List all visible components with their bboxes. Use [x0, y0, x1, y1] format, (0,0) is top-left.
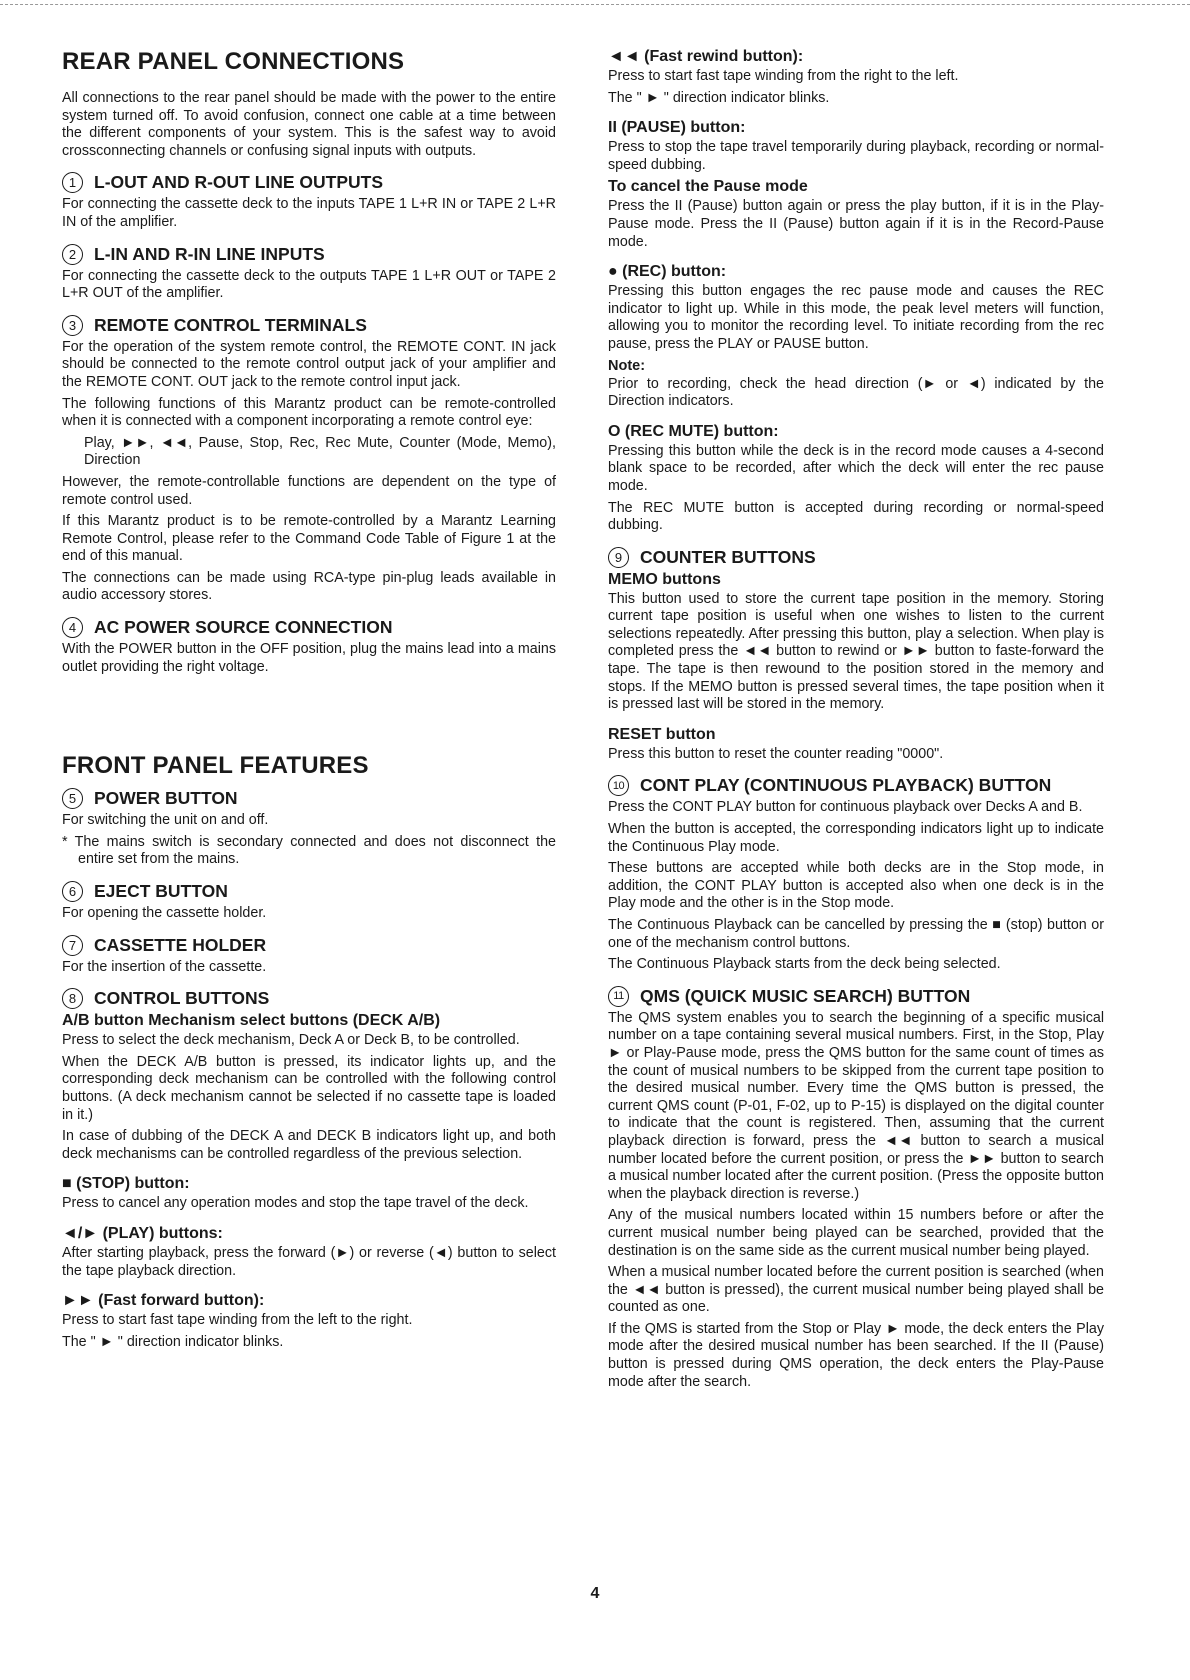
- rec-mute-heading: O (REC MUTE) button:: [608, 422, 779, 440]
- ab-button-para: Press to select the deck mechanism, Deck A or Deck B, to be controlled.: [62, 1032, 520, 1049]
- section-10-title: CONT PLAY (CONTINUOUS PLAYBACK) BUTTON: [640, 775, 1052, 796]
- rec-mute-section: [608, 423, 1104, 535]
- top-border: [0, 4, 1190, 5]
- stop-button-heading: ■ (STOP) button:: [62, 1175, 190, 1193]
- section-11-title: QMS (QUICK MUSIC SEARCH) BUTTON: [640, 985, 971, 1006]
- section-2-title: L-IN AND R-IN LINE INPUTS: [94, 243, 325, 264]
- section-8: [62, 988, 556, 1163]
- section-11-para: If the QMS is started from the Stop or Play ► mode, the deck enters the Play mode after the desired musical number has been searched. If the II (Pause) button is pressed during QMS operation, the deck enters the Play-Pause mode after the search.: [608, 1320, 1104, 1390]
- section-1: [62, 172, 556, 231]
- play-button-text: After starting playback, press the forward (►) or reverse (◄) button to select the tape playback direction.: [62, 1244, 556, 1279]
- front-panel-heading: FRONT PANEL FEATURES: [62, 752, 369, 780]
- note-heading: Note:: [608, 357, 646, 374]
- section-7-title: CASSETTE HOLDER: [94, 934, 267, 955]
- stop-button-section: [62, 1175, 556, 1213]
- section-8-title: CONTROL BUTTONS: [94, 988, 270, 1009]
- play-button-section: [62, 1225, 556, 1280]
- section-2-text: For connecting the cassette deck to the outputs TAPE 1 L+R OUT or TAPE 2 L+R OUT of the amplifier.: [62, 267, 556, 302]
- section-11: [608, 986, 1104, 1391]
- circled-number-4: 4: [62, 617, 83, 638]
- section-11-para: Any of the musical numbers located within 15 numbers before or after the current musical number being played can be searched, provided that the destination is on the same side as the current musical number being played.: [608, 1207, 1104, 1259]
- section-10-para: These buttons are accepted while both decks are in the Stop mode, in addition, the CONT PLAY button is accepted also when one deck is in the Play mode and the other is in the Stop mode.: [608, 860, 1104, 912]
- section-2: [62, 244, 556, 303]
- ff-button-heading: ►► (Fast forward button):: [62, 1292, 265, 1310]
- left-column: [62, 48, 556, 1363]
- circled-number-6: 6: [62, 881, 83, 902]
- memo-heading: MEMO buttons: [608, 570, 721, 588]
- circled-number-3: 3: [62, 315, 83, 336]
- section-11-para: The QMS system enables you to search the beginning of a specific musical number on a tape containing several musical numbers. First, in the Stop, Play ► or Play-Pause mode, press the QMS button for the same count of times as the count of musical numbers to be skipped from the current tape position to the desired musical number. Every time the QMS button is pressed, the current QMS count (P-01, F-02, up to P-15) is displayed on the digital counter to indicate that the count is registered. Then, assuming that the current playback direction is forward, press the ◄◄ button to search a musical number located before the current position, or press the ►► button to search a musical number located after the current position. (Press the opposite button when the playback direction is reverse.): [608, 1009, 1104, 1202]
- section-9: [608, 547, 1104, 714]
- reset-text: Press this button to reset the counter reading "0000".: [608, 745, 944, 762]
- circled-number-11: 11: [608, 986, 629, 1007]
- section-11-para: When a musical number located before the current position is searched (when the ◄◄ button is pressed), the current musical number being played shall be counted as one.: [608, 1264, 1104, 1316]
- section-3-function-list: Play, ►►, ◄◄, Pause, Stop, Rec, Rec Mute, Counter (Mode, Memo), Direction: [84, 434, 556, 469]
- section-7-text: For the insertion of the cassette.: [62, 958, 267, 975]
- rec-mute-text: Pressing this button while the deck is in the record mode causes a 4-second blank space to be recorded, after which the deck will enter the rec pause mode.: [608, 442, 1104, 494]
- reset-heading: RESET button: [608, 725, 716, 743]
- circled-number-5: 5: [62, 788, 83, 809]
- section-10-para: The Continuous Playback starts from the deck being selected.: [608, 956, 1001, 973]
- rear-intro: All connections to the rear panel should be made with the power to the entire system turned off. To avoid confusion, connect one cable at a time between the different components of your system. This is the safest way to avoid crossconnecting channels or confusing signal inputs with outputs.: [62, 90, 556, 159]
- cancel-pause-heading: To cancel the Pause mode: [608, 178, 808, 196]
- section-3: [62, 315, 556, 605]
- memo-text: This button used to store the current tape position in the memory. Storing current tape position is useful when one wishes to listen to the current selections repeatedly. After pressing this button, play a selection. When play is completed press the ◄◄ button to rewind or ►► button to faste-forward the tape. The tape is then rewound to the position stored in the memory and stops. If the MEMO button is pressed several times, the tape position when it is pressed last will be stored in the memory.: [608, 590, 1104, 713]
- section-5-title: POWER BUTTON: [94, 788, 238, 809]
- section-4-text: With the POWER button in the OFF position, plug the mains lead into a mains outlet providing the right voltage.: [62, 641, 556, 675]
- pause-button-section: [608, 119, 1104, 174]
- section-5-note: * The mains switch is secondary connected and does not disconnect the entire set from the mains.: [62, 833, 556, 868]
- reset-section: [608, 726, 1104, 764]
- section-1-text: For connecting the cassette deck to the inputs TAPE 1 L+R IN or TAPE 2 L+R IN of the amplifier.: [62, 196, 556, 230]
- stop-button-text: Press to cancel any operation modes and stop the tape travel of the deck.: [62, 1195, 529, 1212]
- section-3-para: The following functions of this Marantz product can be remote-controlled when it is connected with a component incorporating a remote control eye:: [62, 395, 556, 430]
- ab-button-heading: A/B button Mechanism select buttons (DECK A/B): [62, 1012, 441, 1030]
- section-6-title: EJECT BUTTON: [94, 881, 228, 902]
- section-3-title: REMOTE CONTROL TERMINALS: [94, 314, 367, 335]
- ab-button-para: When the DECK A/B button is pressed, its indicator lights up, and the corresponding deck mechanism can be controlled with the following control buttons. (A deck mechanism cannot be selected if no cassette tape is loaded in it.): [62, 1053, 556, 1123]
- section-10-para: When the button is accepted, the corresponding indicators light up to indicate the Continuous Play mode.: [608, 821, 1104, 855]
- section-10-para: The Continuous Playback can be cancelled by pressing the ■ (stop) button or one of the mechanism control buttons.: [608, 917, 1104, 951]
- ff-button-section: [62, 1292, 556, 1351]
- circled-number-2: 2: [62, 244, 83, 265]
- section-7: [62, 935, 556, 977]
- page-number: 4: [590, 1585, 600, 1602]
- circled-number-1: 1: [62, 172, 83, 193]
- section-3-para: For the operation of the system remote control, the REMOTE CONT. IN jack should be connected to the remote control output jack of your amplifier and the REMOTE CONT. OUT jack to the remote control input jack.: [62, 338, 556, 390]
- circled-number-10: 10: [608, 775, 629, 796]
- rew-button-heading: ◄◄ (Fast rewind button):: [608, 48, 804, 65]
- section-3-para: The connections can be made using RCA-type pin-plug leads available in audio accessory stores.: [62, 569, 556, 604]
- section-4-title: AC POWER SOURCE CONNECTION: [94, 617, 393, 638]
- pause-button-text: Press to stop the tape travel temporarily during playback, recording or normal-speed dubbing.: [608, 139, 1104, 173]
- pause-button-heading: II (PAUSE) button:: [608, 119, 746, 137]
- rear-panel-heading: REAR PANEL CONNECTIONS: [62, 48, 405, 75]
- circled-number-9: 9: [608, 547, 629, 568]
- section-3-para: However, the remote-controllable functions are dependent on the type of remote control used.: [62, 473, 556, 508]
- section-10-para: Press the CONT PLAY button for continuous playback over Decks A and B.: [608, 799, 1083, 816]
- section-6-text: For opening the cassette holder.: [62, 905, 267, 922]
- rec-mute-text: The REC MUTE button is accepted during recording or normal-speed dubbing.: [608, 499, 1104, 534]
- circled-number-8: 8: [62, 988, 83, 1009]
- rew-button-section: [608, 48, 1104, 107]
- section-3-para: If this Marantz product is to be remote-controlled by a Marantz Learning Remote Control, please refer to the Command Code Table of Figure 1 at the end of this manual.: [62, 513, 556, 565]
- play-button-heading: ◄/► (PLAY) buttons:: [62, 1224, 223, 1242]
- ab-button-para: In case of dubbing of the DECK A and DECK B indicators light up, and both deck mechanisms can be controlled regardless of the previous selection.: [62, 1128, 556, 1162]
- section-1-title: L-OUT AND R-OUT LINE OUTPUTS: [94, 172, 384, 193]
- section-5: [62, 788, 556, 869]
- rew-button-text: Press to start fast tape winding from the right to the left.: [608, 68, 959, 84]
- ff-button-text: The " ► " direction indicator blinks.: [62, 1333, 284, 1350]
- note-text: Prior to recording, check the head direction (► or ◄) indicated by the Direction indicators.: [608, 375, 1104, 410]
- rec-button-section: [608, 263, 1104, 411]
- rec-button-text: Pressing this button engages the rec pause mode and causes the REC indicator to light up. While in this mode, the peak level meters will function, allowing you to monitor the recording level. To initiate recording from the rec pause, press the PLAY or PAUSE button.: [608, 283, 1104, 352]
- section-9-title: COUNTER BUTTONS: [640, 546, 816, 567]
- section-4: [62, 617, 556, 676]
- cancel-pause-section: [608, 178, 1104, 251]
- right-column: [608, 48, 1104, 1403]
- section-10: [608, 775, 1104, 973]
- circled-number-7: 7: [62, 935, 83, 956]
- rec-button-heading: ● (REC) button:: [608, 263, 727, 281]
- ff-button-text: Press to start fast tape winding from the left to the right.: [62, 1312, 413, 1329]
- cancel-pause-text: Press the II (Pause) button again or press the play button, if it is in the Play-Pause mode. Press the II (Pause) button again if it is in the Record-Pause mode.: [608, 198, 1104, 250]
- section-5-text: For switching the unit on and off.: [62, 812, 269, 829]
- rew-button-text: The " ► " direction indicator blinks.: [608, 89, 830, 106]
- section-6: [62, 881, 556, 923]
